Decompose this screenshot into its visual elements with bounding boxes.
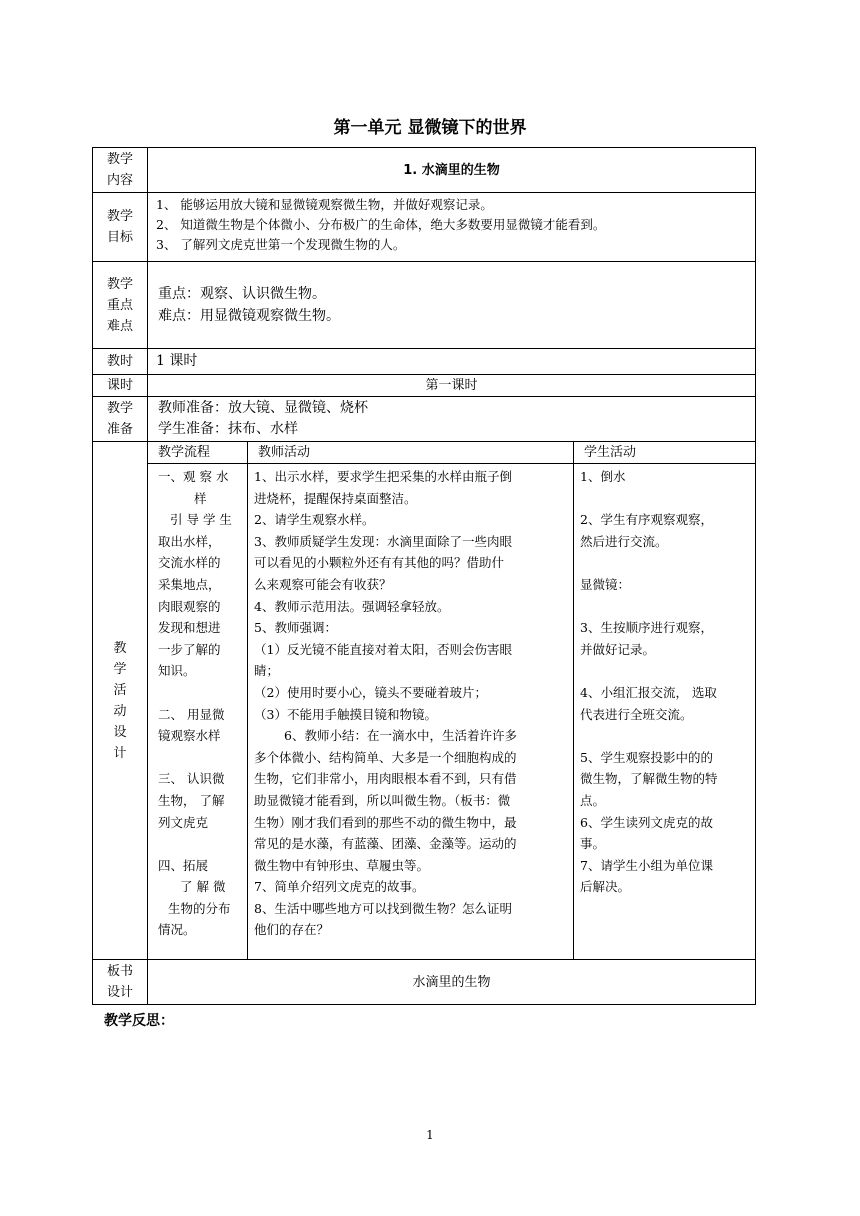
teacher-line: 8、生活中哪些地方可以找到微生物？怎么证明 [254, 900, 512, 916]
period-label: 课时 [93, 375, 148, 397]
teacher-line: 进烧杯，提醒保持桌面整洁。 [254, 490, 417, 506]
teacher-line: 3、教师质疑学生发现：水滴里面除了一些肉眼 [254, 533, 512, 549]
teacher-line: 4、教师示范用法。强调轻拿轻放。 [254, 598, 450, 614]
key-points-label: 教学 重点 难点 [93, 262, 148, 349]
prep-item: 学生准备：抹布、水样 [158, 421, 298, 437]
student-gap [580, 660, 749, 682]
teacher-line: 6、教师小结：在一滴水中，生活着许许多 [284, 728, 517, 744]
key-point-item: 重点：观察、认识微生物。 [158, 286, 326, 302]
flow-line: 镜观察水样 [158, 728, 221, 744]
flow-line: 情况。 [158, 922, 196, 938]
prep-label: 教学 准备 [93, 397, 148, 442]
period-value: 第一课时 [148, 375, 756, 397]
student-line: 6、学生读列文虎克的故 [580, 814, 713, 830]
key-points-row [93, 262, 756, 349]
flow-line: 采集地点， [158, 576, 221, 592]
student-line: 并做好记录。 [580, 641, 656, 657]
flow-line: 一步了解的 [158, 641, 221, 657]
flow-gap [158, 747, 241, 769]
flow-line: 取出水样， [158, 533, 221, 549]
flow-line: 引 导 学 生 [170, 512, 232, 528]
flow-line: 肉眼观察的 [158, 598, 221, 614]
student-line: 5、学生观察投影中的的 [580, 749, 713, 765]
flow-line: 生物的分布 [168, 900, 231, 916]
teacher-line: 常见的是水藻，有蓝藻、团藻、金藻等。运动的 [254, 836, 517, 852]
flow-line: 发现和想进 [158, 620, 221, 636]
student-line: 显微镜： [580, 576, 631, 592]
teacher-line: 5、教师强调： [254, 620, 337, 636]
goals-label: 教学 目标 [93, 193, 148, 262]
goal-item: 3、 了解列文虎克世第一个发现微生物的人。 [156, 237, 406, 252]
teacher-line: 生物，它们非常小，用肉眼根本看不到，只有借 [254, 771, 517, 787]
student-line: 微生物，了解微生物的特 [580, 771, 718, 787]
prep-content [148, 397, 756, 442]
flow-gap [158, 833, 241, 855]
flow-line: 一、观 察 水 [158, 469, 229, 484]
prep-row [93, 397, 756, 442]
student-column [574, 464, 756, 960]
teacher-column [248, 464, 574, 960]
board-label: 板书 设计 [93, 960, 148, 1005]
student-gap [580, 596, 749, 618]
teacher-line: （2）使用时要小心，镜头不要碰着玻片； [254, 684, 487, 700]
flow-gap [158, 682, 241, 704]
activity-body-row [93, 464, 756, 960]
teacher-line: 生物）刚才我们看到的那些不动的微生物中，最 [254, 814, 517, 830]
teacher-line: （3）不能用手触摸目镜和物镜。 [254, 706, 437, 722]
teacher-line: 微生物中有钟形虫、草履虫等。 [254, 857, 430, 873]
prep-item: 教师准备：放大镜、显微镜、烧杯 [158, 400, 368, 416]
board-row [93, 960, 756, 1005]
flow-line: 三、 认识微 [158, 771, 225, 787]
flow-column [148, 464, 248, 960]
goals-row [93, 193, 756, 262]
student-line: 4、小组汇报交流， 选取 [580, 684, 717, 700]
student-line: 后解决。 [580, 879, 631, 895]
student-line: 3、生按顺序进行观察， [580, 620, 713, 636]
goal-item: 2、 知道微生物是个体微小、分布极广的生命体，绝大多数要用显微镜才能看到。 [156, 217, 606, 232]
page-number: 1 [426, 1128, 434, 1142]
teacher-line: 7、简单介绍列文虎克的故事。 [254, 879, 425, 895]
flow-line: 列文虎克 [158, 814, 209, 830]
key-points-content [148, 262, 756, 349]
hours-row [93, 349, 756, 375]
flow-line: 生物， 了解 [158, 792, 225, 808]
teacher-header: 教师活动 [248, 442, 574, 464]
flow-line: 知识。 [158, 663, 196, 679]
goals-content [148, 193, 756, 262]
student-line: 点。 [580, 792, 606, 808]
content-label: 教学 内容 [93, 148, 148, 193]
student-gap [580, 488, 749, 510]
student-line: 1、倒水 [580, 469, 626, 484]
board-value: 水滴里的生物 [148, 960, 756, 1005]
period-row [93, 375, 756, 397]
student-gap [580, 725, 749, 747]
teacher-line: 么来观察可能会有收获？ [254, 576, 392, 592]
hours-label: 教时 [93, 349, 148, 375]
teacher-line: 助显微镜才能看到，所以叫微生物。（板书：微 [254, 792, 511, 808]
teacher-line: 多个体微小、结构简单、大多是一个细胞构成的 [254, 749, 517, 765]
content-row [93, 148, 756, 193]
student-header: 学生活动 [574, 442, 756, 464]
student-line: 然后进行交流。 [580, 533, 668, 549]
student-line: 7、请学生小组为单位课 [580, 857, 713, 873]
unit-title: 第一单元 显微镜下的世界 [333, 118, 527, 138]
flow-line: 二、 用显微 [158, 706, 225, 722]
student-line: 事。 [580, 836, 606, 852]
key-point-item: 难点：用显微镜观察微生物。 [158, 308, 340, 324]
student-line: 2、学生有序观察观察， [580, 512, 713, 528]
lesson-title: 1. 水滴里的生物 [148, 148, 756, 193]
teacher-line: 2、请学生观察水样。 [254, 512, 375, 528]
student-line: 代表进行全班交流。 [580, 706, 693, 722]
teacher-line: 他们的存在？ [254, 922, 330, 938]
activity-header-row [93, 442, 756, 464]
reflection-label: 教学反思： [104, 1013, 174, 1029]
teacher-line: （1）反光镜不能直接对着太阳，否则会伤害眼 [254, 641, 512, 657]
flow-line: 交流水样的 [158, 555, 221, 571]
hours-value: 1 课时 [148, 349, 756, 375]
teacher-line: 睛； [254, 663, 280, 679]
flow-header: 教学流程 [148, 442, 248, 464]
lesson-plan-table [92, 147, 756, 1005]
goal-item: 1、 能够运用放大镜和显微镜观察微生物，并做好观察记录。 [156, 197, 493, 212]
student-gap [580, 552, 749, 574]
flow-line: 四、拓展 [158, 857, 209, 873]
flow-line: 了 解 微 [180, 879, 226, 895]
activity-label: 教 学 活 动 设 计 [93, 442, 148, 960]
teacher-line: 1、出示水样，要求学生把采集的水样由瓶子倒 [254, 469, 512, 484]
flow-line: 样 [194, 490, 207, 506]
teacher-line: 可以看见的小颗粒外还有有其他的吗？借助什 [254, 555, 505, 571]
